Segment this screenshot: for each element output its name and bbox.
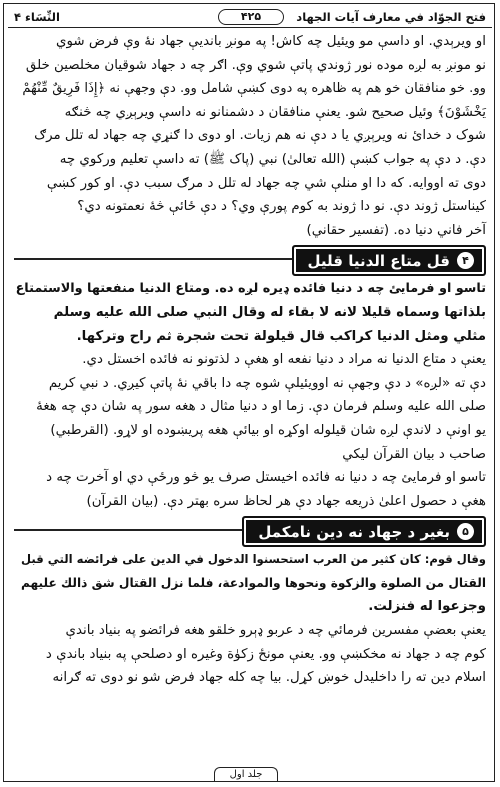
text-line: صاحب د بيان القرآن ليکي bbox=[342, 446, 486, 462]
book-title: فتح الجوّاد في معارف آيات الجهاد bbox=[296, 10, 486, 24]
text-line: وو. خو منافقان خو هم په ظاهره په دوی کښې شامل وو. دې وجهې نه ﴿إِذَا فَرِيقٌ مِّنْهُمْ bbox=[22, 81, 486, 97]
text-line: کيناستل ژوند دې. نو دا ژوند به کوم پورې وي؟ د دې ځائې څۀ نعمتونه دي؟ bbox=[77, 199, 486, 215]
text-line: القتال من الصلوة والزكوة ونحوها والموادعة، فلما نزل القتال شق ذالك عليهم bbox=[20, 575, 486, 590]
heading-number-badge: ۴ bbox=[457, 252, 474, 269]
heading-rule bbox=[14, 258, 304, 260]
paragraph-3 bbox=[14, 548, 486, 690]
section-heading-1 bbox=[14, 245, 486, 272]
text-line: يعنې بعضې مفسرين فرمائي چه د عربو ډېرو خلقو هغه فرائضو په بنياد باندې bbox=[65, 623, 486, 639]
text-line: دې ته «لږه» د دې وجهې نه اوويئيلې شوه چه دا باقي نۀ پاتې کيږي. د نبي کريم bbox=[48, 375, 486, 391]
surah-name: النِّسَاء ۴ bbox=[14, 10, 60, 24]
citation-tafsir-haqqani: (تفسير حقاني) bbox=[306, 222, 390, 238]
text-line: دې. د دې په جواب کښې (الله تعالیٰ) نبي (پاک ﷺ) ته داسې تعليم ورکوي چه bbox=[59, 151, 486, 167]
text-line: صلی الله عليه وسلم فرمان دې. زما او د دنيا مثال د هغه سور په شان دې چه هغۀ bbox=[36, 399, 486, 415]
page-header bbox=[8, 8, 492, 28]
text-line-start: آخر فاني دنيا ده. bbox=[393, 222, 486, 238]
text-line bbox=[14, 219, 486, 243]
text-line: وقال قوم: كان كثير من العرب استحسنوا الدخول في الدين على فرائضه التي قبل bbox=[21, 552, 486, 567]
text-line: هغې د حصول اعلیٰ ذريعه جهاد دې هر لحاظ سره بهتر دې. (بيان القرآن) bbox=[86, 493, 486, 509]
heading-box bbox=[242, 516, 486, 547]
text-line: يعنې د متاع الدنيا نه مراد د دنيا نفعه او هغې د لذتونو نه فائده اخستل دي. bbox=[82, 352, 486, 368]
heading-box bbox=[292, 245, 486, 276]
text-line: شوک د خدائ نه ويرېږي يا د دې نه هم زيات. او دوی دا ګنړي چه جهاد له تلل مرګ bbox=[34, 128, 486, 144]
page-number: ۴۲۵ bbox=[218, 9, 284, 25]
heading-rule bbox=[14, 529, 274, 531]
text-line: يَخْشَوْنَ﴾ وئيل صحيح شو. يعنې منافقان د دشمنانو نه داسې ويرېږي چه څنګه bbox=[64, 104, 486, 120]
text-line: کوم چه د جهاد نه مخکښې وو. يعنې مونځ زکوٰة وغيره او دصلحې په بنياد باندې د bbox=[45, 646, 486, 662]
section-heading-2 bbox=[14, 516, 486, 543]
text-line: او ويرېدي. او داسې مو ويئيل چه كاش! په مونږ بانديې جهاد نۀ وې فرض شوي bbox=[56, 34, 486, 49]
text-line: اسلام دين ته را داخليدل خوښ کړل. بيا چه کله جهاد فرض شو نو دوی ته ګرانه bbox=[52, 670, 486, 686]
text-line: تاسو او فرمايئ چه د دنيا فائده ډيره لږه ده. ومتاع الدنيا منفعتها والاستمتاع bbox=[15, 281, 486, 297]
text-line: تاسو او فرمايئ چه د دنيا نه فائده اخيستل صرف يو څو ورځې دي او آخرت چه د bbox=[46, 470, 486, 486]
text-line: دوی ته اووايه. که دا او منلې شي چه جهاد له تلل د مرګ سبب دې. او کور کښې bbox=[46, 175, 486, 191]
text-line: نو مونږ به لږه موده نور ژوندي پاتې شوي وې. اګر چه د جهاد شوقيان مخلصين خلق bbox=[25, 57, 486, 73]
paragraph-1 bbox=[14, 30, 486, 242]
page-frame bbox=[3, 3, 495, 782]
heading-title: قل متاع الدنيا قليل bbox=[307, 251, 450, 270]
volume-label: جلد اول bbox=[214, 767, 278, 781]
text-line: بلذاتها وسماه قليلا لانه لا بقاء له وقال النبي صلى الله عليه وسلم bbox=[53, 304, 486, 320]
page-footer bbox=[4, 767, 494, 781]
text-line: وجزعوا له فنزلت. bbox=[368, 599, 486, 615]
page-content bbox=[14, 30, 486, 690]
text-line: يو اونې د لاندې لږه شان قيلوله اوکړه او بيائې هغه پريښوده او لاړو. (القرطبي) bbox=[50, 422, 486, 438]
heading-number-badge: ۵ bbox=[457, 523, 474, 540]
text-line: مثلي ومثل الدنيا كراكب قال قيلولة تحت شجرة ثم راح وتركها. bbox=[76, 328, 486, 344]
paragraph-2 bbox=[14, 277, 486, 513]
heading-title: بغير د جهاد نه دين نامكمل bbox=[258, 522, 450, 541]
